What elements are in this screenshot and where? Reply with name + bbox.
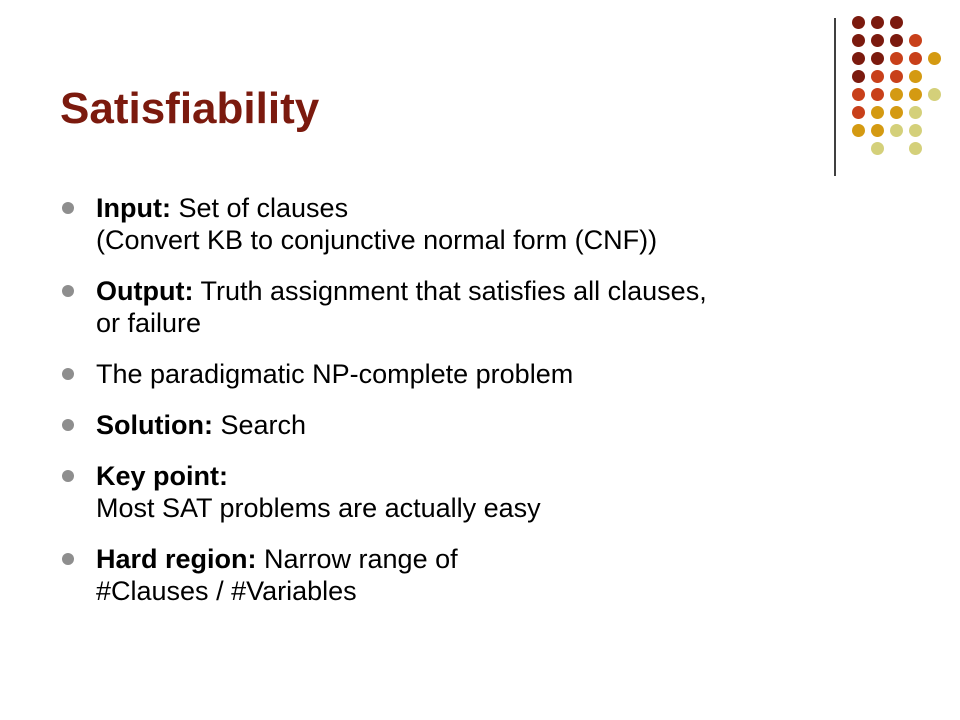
bullet-line (96, 358, 940, 390)
decor-dot (909, 34, 922, 47)
bullet-line-2: Most SAT problems are actually easy (96, 493, 541, 523)
decor-dot (852, 106, 865, 119)
bullet-line-2: or failure (96, 308, 202, 338)
bullet-item (60, 358, 940, 390)
bullet-item (60, 275, 940, 339)
bullet-line (96, 409, 940, 441)
decor-dot (871, 106, 884, 119)
decor-dot (909, 124, 922, 137)
bullet-line (96, 460, 940, 492)
bullet-dot-icon (62, 553, 74, 565)
decor-dot (909, 106, 922, 119)
decor-dot (871, 16, 884, 29)
bullet-text: Truth assignment that satisfies all clauses, (193, 276, 707, 306)
bullet-dot-icon (62, 368, 74, 380)
bullet-label: Output: (96, 276, 194, 306)
decor-dot (852, 16, 865, 29)
bullet-line (96, 192, 940, 224)
bullet-dot-icon (62, 202, 74, 214)
bullet-line (96, 275, 940, 307)
decor-dot (928, 52, 941, 65)
decor-dot (871, 88, 884, 101)
decor-dot (909, 88, 922, 101)
decor-dot (871, 124, 884, 137)
decor-dot (890, 16, 903, 29)
bullet-item (60, 460, 940, 524)
decor-dot (852, 124, 865, 137)
decor-dot (852, 70, 865, 83)
decor-dot (890, 70, 903, 83)
bullet-item (60, 192, 940, 256)
title-divider-line (834, 18, 836, 176)
bullet-label: Key point: (96, 461, 228, 491)
decor-dot (928, 88, 941, 101)
decor-dot (909, 52, 922, 65)
bullet-text: The paradigmatic NP-complete problem (96, 359, 574, 389)
bullet-dot-icon (62, 285, 74, 297)
bullet-label: Input: (96, 193, 171, 223)
bullet-text: Search (212, 410, 307, 440)
bullet-text: Narrow range of (256, 544, 458, 574)
decor-dot (890, 88, 903, 101)
decor-dot (890, 106, 903, 119)
decor-dot (890, 124, 903, 137)
bullet-text: Set of clauses (170, 193, 349, 223)
decor-dot (871, 70, 884, 83)
bullet-item (60, 409, 940, 441)
decor-dot (871, 52, 884, 65)
bullet-line-2: #Clauses / #Variables (96, 576, 357, 606)
bullet-label: Hard region: (96, 544, 257, 574)
bullet-item (60, 543, 940, 607)
decor-dot (871, 34, 884, 47)
decor-dot (852, 52, 865, 65)
decor-dot (852, 34, 865, 47)
slide-title: Satisfiability (60, 84, 320, 133)
bullet-dot-icon (62, 470, 74, 482)
bullet-line (96, 543, 940, 575)
decor-dot (890, 52, 903, 65)
decor-dot (909, 142, 922, 155)
decor-dot (871, 142, 884, 155)
bullet-list (60, 192, 940, 626)
decor-dot (852, 88, 865, 101)
decor-dot (890, 34, 903, 47)
bullet-label: Solution: (96, 410, 213, 440)
decor-dot (909, 70, 922, 83)
bullet-line-2: (Convert KB to conjunctive normal form (CNF)) (96, 225, 658, 255)
bullet-dot-icon (62, 419, 74, 431)
